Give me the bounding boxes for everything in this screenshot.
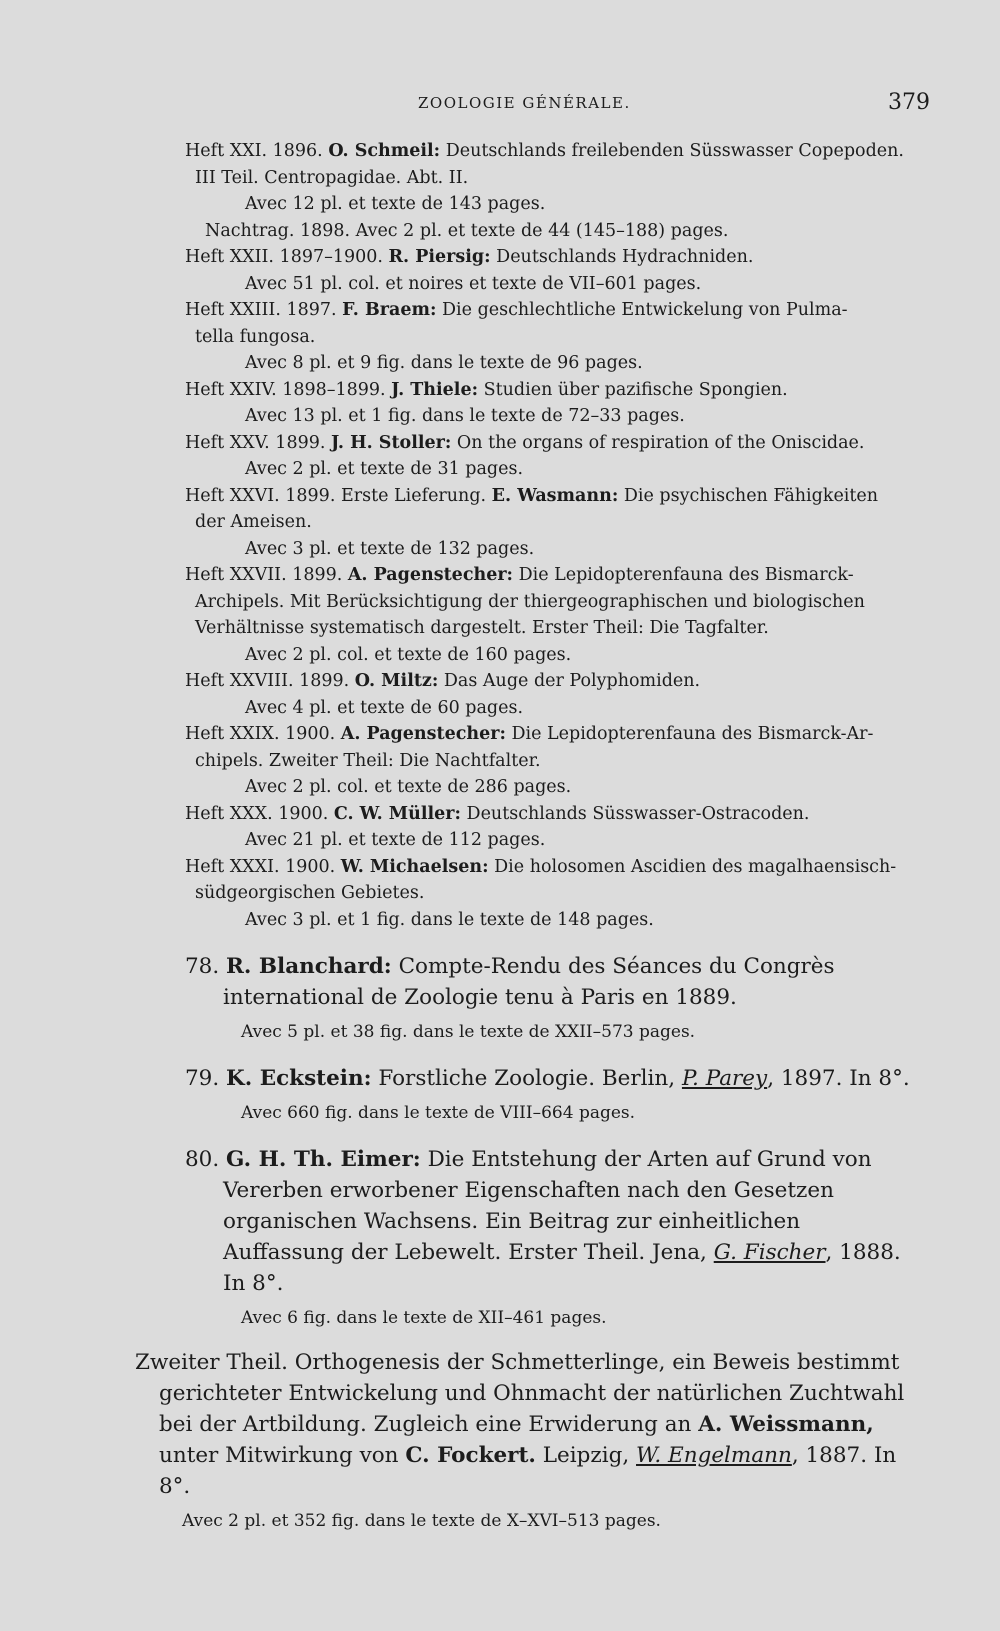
heft-title: Das Auge der Polyphomiden. <box>438 671 701 691</box>
entry-text: Leipzig, <box>535 1443 637 1468</box>
heft-prefix: Heft XXVIII. 1899. <box>185 671 355 691</box>
heft-title: Die geschlechtliche Entwickelung von Pulma- <box>436 300 848 320</box>
heft-title-cont: III Teil. Centropagidae. Abt. II. <box>195 167 469 188</box>
page-number: 379 <box>888 90 930 115</box>
heft-avec: Avec 4 pl. et texte de 60 pages. <box>245 697 524 718</box>
heft-prefix: Heft XXVI. 1899. Erste Lieferung. <box>185 485 492 506</box>
heft-prefix: Heft XXVII. 1899. <box>185 565 348 585</box>
heft-title-cont: tella fungosa. <box>195 326 316 347</box>
entry-number: 80. <box>185 1147 227 1172</box>
heft-title-cont: der Ameisen. <box>195 512 312 532</box>
page-content <box>135 138 925 1534</box>
heft-author: R. Piersig: <box>388 247 491 267</box>
heft-title-cont: Verhältnisse systematisch dargestelt. Erster Theil: Die Tagfalter. <box>195 618 769 638</box>
entry-text: , 1888. In 8°. <box>223 1240 901 1296</box>
entry-publisher: P. Parey <box>681 1066 768 1091</box>
heft-entry <box>185 297 925 324</box>
heft-nachtrag: Nachtrag. 1898. Avec 2 pl. et texte de 44 (145–188) pages. <box>205 220 729 241</box>
entry-text: Zweiter Theil. Orthogenesis der Schmetterlinge, ein Beweis bestimmt gerichteter Entwickelung und Ohnmacht der natürlichen Zuchtwahl bei der Artbildung. Zugleich eine Erwiderung an <box>135 1350 905 1437</box>
heft-avec: Avec 12 pl. et texte de 143 pages. <box>245 194 546 214</box>
heft-prefix: Heft XXIII. 1897. <box>185 300 343 320</box>
heft-title: Die holosomen Ascidien des magalhaensisch- <box>488 856 897 877</box>
entry-80-second-part <box>135 1347 925 1502</box>
heft-entry <box>185 562 925 589</box>
heft-author: W. Michaelsen: <box>340 856 489 877</box>
heft-prefix: Heft XXV. 1899. <box>185 432 331 453</box>
entry-text: Forstliche Zoologie. Berlin, <box>371 1066 682 1091</box>
heft-author: A. Pagenstecher: <box>347 565 514 585</box>
heft-author: O. Miltz: <box>354 671 439 691</box>
heft-entry <box>185 854 925 881</box>
entry-publisher: W. Engelmann <box>636 1443 792 1468</box>
entry-text: , 1887. In 8°. <box>159 1443 897 1499</box>
heft-title: On the organs of respiration of the Oniscidae. <box>451 432 865 453</box>
entry-number: 79. <box>185 1066 227 1091</box>
heft-avec: Avec 3 pl. et 1 fig. dans le texte de 148 pages. <box>245 909 654 930</box>
heft-prefix: Heft XXII. 1897–1900. <box>185 247 389 267</box>
heft-avec: Avec 2 pl. et texte de 31 pages. <box>245 459 524 479</box>
entry-79 <box>185 1063 925 1094</box>
heft-author: J. H. Stoller: <box>330 432 452 453</box>
entry-text: Die Entstehung der Arten auf Grund von Vererben erworbener Eigenschaften nach den Gesetzen organischen Wachsens. Ein Beitrag zur einheitlichen Auffassung der Lebewelt. Erster Theil. Jena, <box>223 1147 872 1265</box>
heft-entry <box>185 244 925 271</box>
heft-prefix: Heft XXX. 1900. <box>185 803 334 824</box>
heft-title: Deutschlands Süsswasser-Ostracoden. <box>460 803 810 824</box>
entry-number: 78. <box>185 954 227 979</box>
heft-avec: Avec 13 pl. et 1 fig. dans le texte de 72–33 pages. <box>245 406 685 426</box>
entry-79-avec: Avec 660 fig. dans le texte de VIII–664 pages. <box>241 1103 636 1123</box>
heft-title-cont: chipels. Zweiter Theil: Die Nachtfalter. <box>195 750 541 771</box>
heft-title: Die psychischen Fähigkeiten <box>618 485 879 506</box>
heft-author: C. W. Müller: <box>333 803 461 824</box>
heft-avec: Avec 21 pl. et texte de 112 pages. <box>245 830 546 850</box>
heft-prefix: Heft XXIV. 1898–1899. <box>185 379 392 400</box>
heft-entry <box>185 483 925 510</box>
heft-author: A. Pagenstecher: <box>340 724 506 744</box>
heft-author: O. Schmeil: <box>328 141 441 161</box>
entry-author: G. H. Th. Eimer: <box>226 1147 421 1172</box>
heft-avec: Avec 2 pl. col. et texte de 286 pages. <box>245 777 572 797</box>
heft-author: J. Thiele: <box>391 379 479 400</box>
entry-80 <box>185 1144 925 1299</box>
heft-title-cont: Archipels. Mit Berücksichtigung der thiergeographischen und biologischen <box>195 591 865 612</box>
heft-avec: Avec 2 pl. col. et texte de 160 pages. <box>245 644 572 665</box>
heft-avec: Avec 3 pl. et texte de 132 pages. <box>245 538 535 559</box>
entry-78 <box>185 951 925 1013</box>
heft-entry <box>185 430 925 457</box>
page-header <box>0 90 1000 118</box>
entry-text: Compte-Rendu des Séances du Congrès international de Zoologie tenu à Paris en 1889. <box>223 954 835 1010</box>
heft-author: F. Braem: <box>342 300 437 320</box>
entry-text: unter Mitwirkung von <box>159 1443 406 1468</box>
heft-avec: Avec 8 pl. et 9 fig. dans le texte de 96 pages. <box>245 353 643 373</box>
heft-title: Die Lepidopterenfauna des Bismarck- <box>513 565 854 585</box>
entry-80-avec: Avec 6 fig. dans le texte de XII–461 pages. <box>241 1308 607 1328</box>
heft-entry <box>185 801 925 828</box>
entry-publisher: G. Fischer <box>713 1240 826 1265</box>
entry-person: A. Weissmann, <box>698 1412 874 1437</box>
heft-title: Deutschlands freilebenden Süsswasser Copepoden. <box>440 141 904 161</box>
heft-entry <box>185 377 925 404</box>
heft-entry <box>185 721 925 748</box>
entry-author: R. Blanchard: <box>226 954 392 979</box>
entry-person: C. Fockert. <box>405 1443 536 1468</box>
heft-title: Die Lepidopterenfauna des Bismarck-Ar- <box>505 724 874 744</box>
entry-78-avec: Avec 5 pl. et 38 fig. dans le texte de XXII–573 pages. <box>241 1022 696 1042</box>
running-title: ZOOLOGIE GÉNÉRALE. <box>418 94 631 112</box>
heft-author: E. Wasmann: <box>491 485 619 506</box>
entry-80b-avec: Avec 2 pl. et 352 fig. dans le texte de X–XVI–513 pages. <box>182 1511 661 1531</box>
heft-entry <box>185 138 925 165</box>
heft-avec: Avec 51 pl. col. et noires et texte de VII–601 pages. <box>245 273 702 294</box>
heft-prefix: Heft XXXI. 1900. <box>185 856 341 877</box>
heft-title-cont: südgeorgischen Gebietes. <box>195 883 425 903</box>
heft-title: Studien über pazifische Spongien. <box>478 379 788 400</box>
entry-text: , 1897. In 8°. <box>767 1066 910 1091</box>
heft-entry <box>185 668 925 695</box>
heft-title: Deutschlands Hydrachniden. <box>490 247 754 267</box>
entry-author: K. Eckstein: <box>226 1066 372 1091</box>
heft-prefix: Heft XXI. 1896. <box>185 141 329 161</box>
heft-prefix: Heft XXIX. 1900. <box>185 724 341 744</box>
